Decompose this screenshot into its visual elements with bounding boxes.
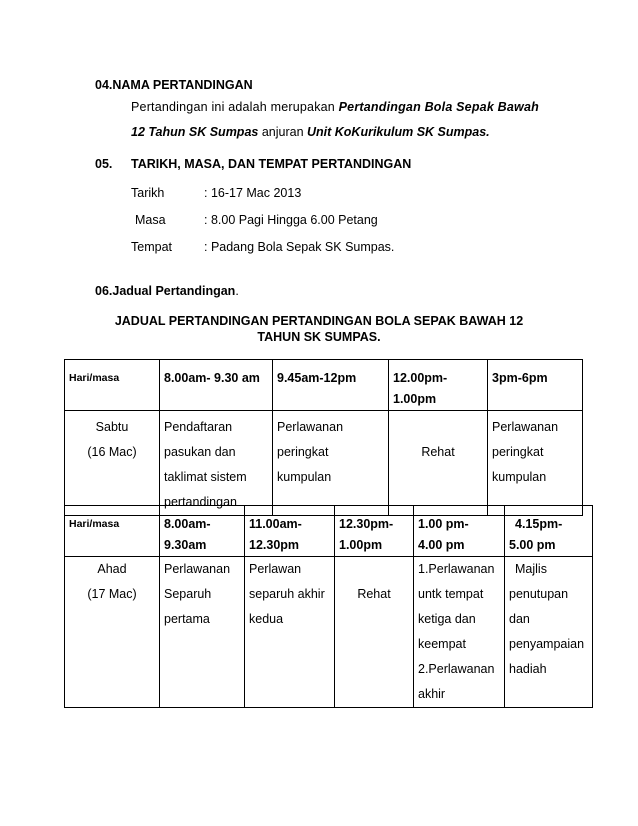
header-line: 11.00am- xyxy=(249,517,302,531)
cell-line: peringkat xyxy=(277,445,329,459)
schedule-table-day-2 xyxy=(64,505,593,708)
cell-line: Perlawanan xyxy=(492,420,559,434)
header-time-slot xyxy=(414,506,505,557)
detail-label-tempat: Tempat xyxy=(131,240,172,254)
cell-line: Perlawanan xyxy=(277,420,344,434)
spacer xyxy=(339,557,409,582)
detail-value-tempat: : Padang Bola Sepak SK Sumpas. xyxy=(204,240,395,254)
day-date: (17 Mac) xyxy=(87,587,137,601)
cell-line: pertandingan xyxy=(164,495,237,509)
table-header-row xyxy=(65,360,583,411)
cell-line: pertama xyxy=(164,612,210,626)
header-line: 4.00 pm xyxy=(418,538,465,552)
cell-line: pasukan dan xyxy=(164,445,236,459)
section-04-line-1 xyxy=(131,100,539,114)
cell-line: Separuh xyxy=(164,587,212,601)
schedule-title-line-1: JADUAL PERTANDINGAN PERTANDINGAN BOLA SEPAK BAWAH 12 xyxy=(114,314,524,328)
table-row xyxy=(65,557,593,708)
activity-cell xyxy=(414,557,505,708)
competition-name-cont: 12 Tahun SK Sumpas xyxy=(131,125,259,139)
detail-label-masa: Masa xyxy=(135,213,166,227)
header-hari-masa: Hari/masa xyxy=(65,506,160,557)
cell-line: dan xyxy=(509,612,530,626)
section-04-heading: 04.NAMA PERTANDINGAN xyxy=(95,78,253,92)
header-time-slot: 9.45am-12pm xyxy=(273,360,389,411)
day-date: (16 Mac) xyxy=(87,445,137,459)
cell-line: peringkat xyxy=(492,445,544,459)
table-header-row xyxy=(65,506,593,557)
schedule-title-line-2: TAHUN SK SUMPAS. xyxy=(257,330,381,344)
header-time-slot xyxy=(160,506,245,557)
day-cell xyxy=(65,557,160,708)
header-time-slot: 3pm-6pm xyxy=(488,360,583,411)
header-time-slot xyxy=(245,506,335,557)
break-cell xyxy=(335,557,414,708)
header-line: 12.30pm- xyxy=(339,517,394,531)
activity-cell xyxy=(488,411,583,516)
cell-line: 1.Perlawanan xyxy=(418,562,495,576)
detail-label-tarikh: Tarikh xyxy=(131,186,165,200)
cell-line: Perlawan xyxy=(249,562,302,576)
cell-line: kumpulan xyxy=(277,470,332,484)
cell-line: penutupan xyxy=(509,587,569,601)
header-line: 12.30pm xyxy=(249,538,300,552)
organizer-prefix: anjuran xyxy=(258,125,307,139)
spacer xyxy=(393,415,483,440)
organizer-name: Unit KoKurikulum SK Sumpas. xyxy=(307,125,490,139)
cell-line: Pendaftaran xyxy=(164,420,233,434)
competition-name: Pertandingan Bola Sepak Bawah xyxy=(338,100,539,114)
section-04-text: Pertandingan ini adalah merupakan xyxy=(131,100,339,114)
section-05-number: 05. xyxy=(95,157,113,171)
cell-line: 2.Perlawanan xyxy=(418,662,495,676)
day-name: Sabtu xyxy=(95,420,129,434)
cell-line: kumpulan xyxy=(492,470,547,484)
cell-line: penyampaian xyxy=(509,637,585,651)
cell-line: taklimat sistem xyxy=(164,470,247,484)
header-time-slot xyxy=(335,506,414,557)
day-cell xyxy=(65,411,160,516)
header-hari-masa: Hari/masa xyxy=(65,360,160,411)
cell-line: akhir xyxy=(418,687,446,701)
cell-line: untk tempat xyxy=(418,587,484,601)
header-line: 4.15pm- xyxy=(515,517,563,531)
section-05-heading: TARIKH, MASA, DAN TEMPAT PERTANDINGAN xyxy=(131,157,412,171)
header-line: 1.00 pm- xyxy=(418,517,469,531)
header-time-slot xyxy=(505,506,593,557)
activity-cell xyxy=(505,557,593,708)
cell-line: Majlis xyxy=(515,562,547,576)
cell-line: Rehat xyxy=(421,445,455,459)
section-04-line-2 xyxy=(131,125,490,139)
header-line: 1.00pm xyxy=(393,392,437,406)
activity-cell xyxy=(273,411,389,516)
cell-line: Perlawanan xyxy=(164,562,231,576)
section-06-heading-text: 06.Jadual Pertandingan xyxy=(95,284,236,298)
header-time-slot xyxy=(389,360,488,411)
day-name: Ahad xyxy=(97,562,127,576)
table-row xyxy=(65,411,583,516)
header-line: 8.00am- xyxy=(164,517,211,531)
header-line: 9.30am xyxy=(164,538,207,552)
cell-line: Rehat xyxy=(357,587,391,601)
cell-line: hadiah xyxy=(509,662,547,676)
section-06-heading xyxy=(95,284,239,298)
section-06-heading-period: . xyxy=(235,284,239,298)
cell-line: kedua xyxy=(249,612,284,626)
header-line: 12.00pm- xyxy=(393,371,448,385)
cell-line: separuh akhir xyxy=(249,587,325,601)
cell-line: keempat xyxy=(418,637,466,651)
break-cell xyxy=(389,411,488,516)
schedule-table-day-1 xyxy=(64,359,583,516)
header-line: 1.00pm xyxy=(339,538,383,552)
detail-value-masa: : 8.00 Pagi Hingga 6.00 Petang xyxy=(204,213,378,227)
detail-value-tarikh: : 16-17 Mac 2013 xyxy=(204,186,302,200)
activity-cell xyxy=(160,411,273,516)
cell-line: ketiga dan xyxy=(418,612,476,626)
activity-cell xyxy=(245,557,335,708)
header-time-slot: 8.00am- 9.30 am xyxy=(160,360,273,411)
header-line: 5.00 pm xyxy=(509,538,556,552)
activity-cell xyxy=(160,557,245,708)
